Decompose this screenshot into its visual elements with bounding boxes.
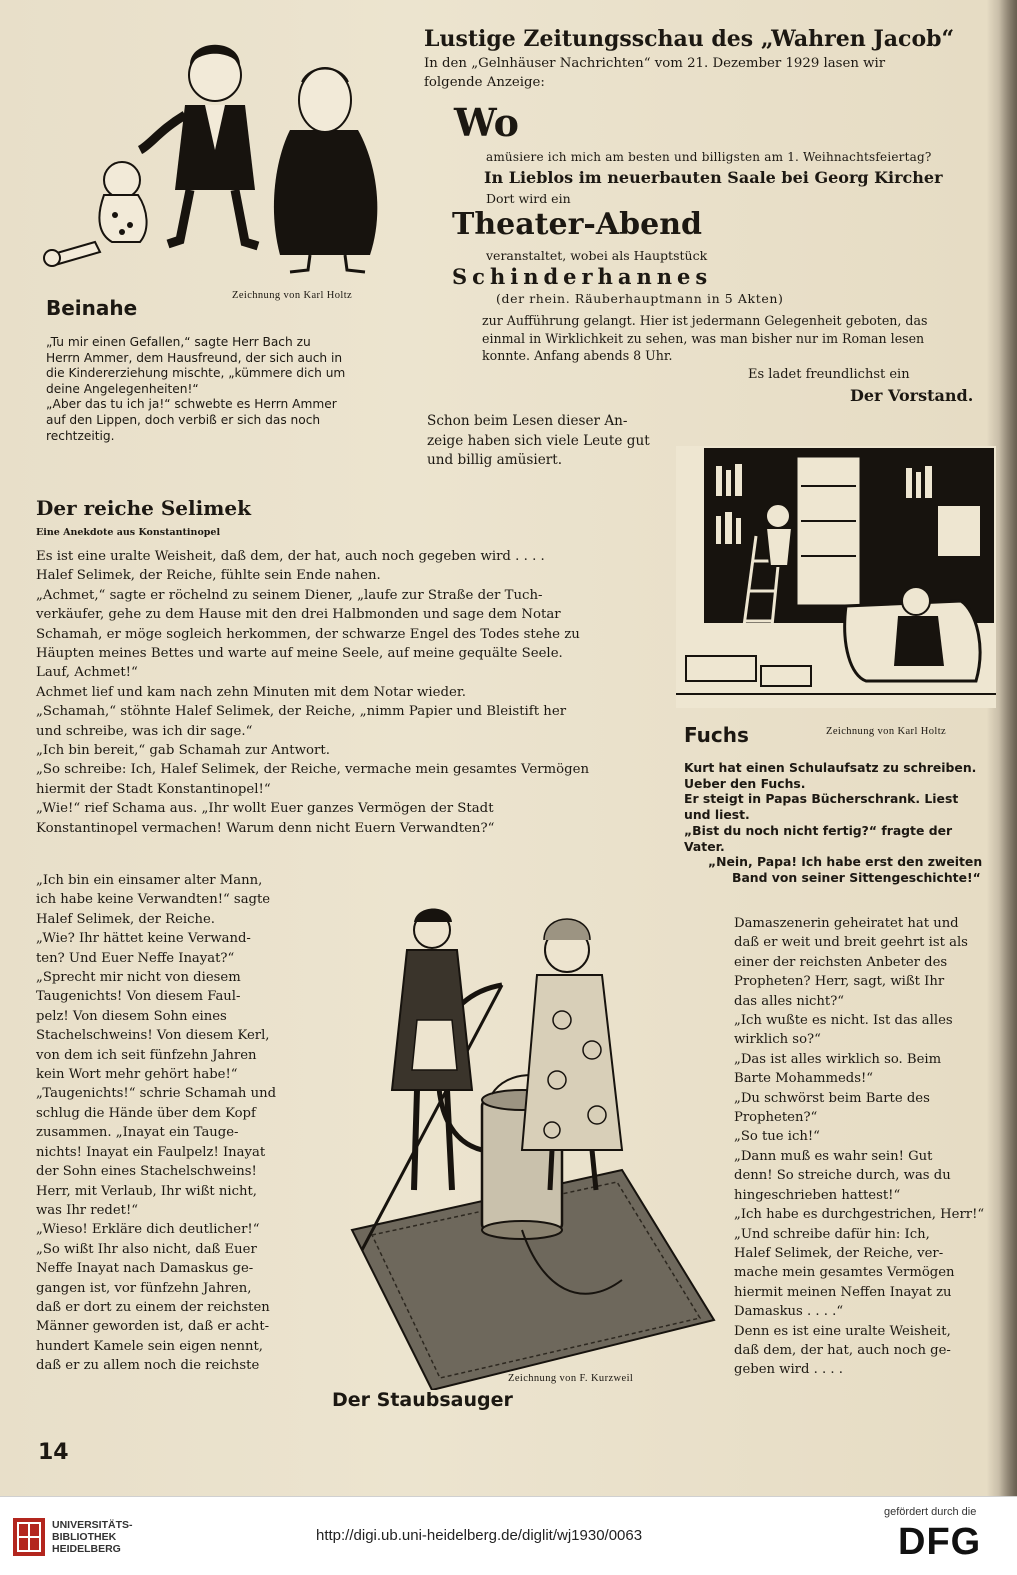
zeitungsschau-comment [427, 412, 650, 471]
beinahe-title: Beinahe [46, 296, 138, 320]
text-line: denn! So streiche durch, was du [734, 1168, 951, 1184]
ad-body-line: zur Aufführung gelangt. Hier ist jedermann Gelegenheit geboten, das [482, 313, 928, 328]
text-line: der Sohn eines Stachelschweins! [36, 1164, 257, 1180]
text-line: „Taugenichts!“ schrie Schamah und [36, 1086, 277, 1102]
text-line: kein Wort mehr gehört habe!“ [36, 1067, 238, 1083]
text-line: „Tu mir einen Gefallen,“ sagte Herr Bach zu [46, 335, 311, 349]
text-line: daß dem, der hat, auch noch ge- [734, 1342, 951, 1358]
ad-signature: Der Vorstand. [850, 386, 974, 405]
library-seal-icon [12, 1517, 46, 1557]
text-line: und liest. [684, 807, 750, 823]
text-line: „Wie!“ rief Schama aus. „Ihr wollt Euer ganzes Vermögen der Stadt [36, 801, 494, 817]
text-line: pelz! Von diesem Sohn eines [36, 1008, 227, 1024]
ad-body-line: konnte. Anfang abends 8 Uhr. [482, 348, 673, 363]
library-name-line: UNIVERSITÄTS- [52, 1519, 133, 1531]
text-line: auf den Lippen, doch verbiß er sich das noch [46, 412, 321, 427]
text-line: zusammen. „Inayat ein Tauge- [36, 1125, 239, 1141]
text-line: Halef Selimek, der Reiche. [36, 911, 215, 927]
text-line: Achmet lief und kam nach zehn Minuten mit dem Notar wieder. [36, 684, 466, 700]
ad-body [482, 312, 927, 365]
text-line: „Nein, Papa! Ich habe erst den zweiten [708, 854, 983, 870]
ad-wo: Wo [454, 100, 519, 145]
selimek-left-column [36, 871, 312, 1376]
footer-url-link[interactable]: http://digi.ub.uni-heidelberg.de/diglit/wj1930/0063 [316, 1527, 643, 1544]
text-line: „Und schreibe dafür hin: Ich, [734, 1226, 930, 1242]
funded-by-text: gefördert durch die [884, 1506, 977, 1518]
text-line: ich habe keine Verwandten!“ sagte [36, 892, 271, 908]
library-logo [12, 1517, 46, 1557]
ad-theater: Theater-Abend [452, 207, 702, 242]
page-number: 14 [38, 1440, 69, 1465]
fuchs-drawing [676, 446, 996, 708]
staubsauger-drawing [322, 890, 720, 1390]
text-line: Er steigt in Papas Bücherschrank. Liest [684, 791, 959, 807]
comment-line: zeige haben sich viele Leute gut [427, 432, 650, 449]
text-line: „Ich wußte es nicht. Ist das alles [734, 1013, 953, 1029]
text-line: „Du schwörst beim Barte des [734, 1090, 930, 1106]
ad-line2: In Lieblos im neuerbauten Saale bei Georg Kircher [484, 168, 943, 187]
text-line: „Wieso! Erkläre dich deutlicher!“ [36, 1222, 260, 1238]
text-line: Schamah, er möge sogleich herkommen, der schwarze Engel des Todes stehe zu [36, 626, 580, 642]
text-line: „So wißt Ihr also nicht, daß Euer [36, 1241, 257, 1257]
text-line: „Ich habe es durchgestrichen, Herr!“ [734, 1207, 985, 1223]
text-line: wirklich so?“ [734, 1032, 821, 1048]
dfg-logo: DFG [898, 1521, 982, 1563]
comment-line: Schon beim Lesen dieser An- [427, 413, 628, 429]
fuchs-credit: Zeichnung von Karl Holtz [826, 726, 947, 737]
text-line: Häupten meines Bettes und warte auf meine Seele, auf meine gequälte Seele. [36, 646, 563, 662]
text-line: rechtzeitig. [46, 428, 115, 443]
text-line: Denn es ist eine uralte Weisheit, [734, 1323, 951, 1339]
text-line: nichts! Inayat ein Faulpelz! Inayat [36, 1144, 266, 1160]
selimek-subtitle: Eine Anekdote aus Konstantinopel [36, 527, 221, 538]
text-line: „So tue ich!“ [734, 1129, 820, 1145]
text-line: hingeschrieben hattest!“ [734, 1187, 901, 1203]
selimek-right-column [734, 914, 996, 1380]
text-line: „So schreibe: Ich, Halef Selimek, der Reiche, vermache mein gesamtes Vermögen [36, 762, 590, 778]
text-line: „Ich bin bereit,“ gab Schamah zur Antwort. [36, 743, 330, 759]
library-name-line: HEIDELBERG [52, 1543, 121, 1555]
text-line: Kurt hat einen Schulaufsatz zu schreiben. [684, 760, 977, 775]
ad-line5: (der rhein. Räuberhauptmann in 5 Akten) [496, 291, 784, 306]
text-line: Lauf, Achmet!“ [36, 665, 138, 681]
selimek-wide-text [36, 547, 668, 838]
text-line: schlug die Hände über dem Kopf [36, 1105, 256, 1121]
text-line: Herrn Ammer, dem Hausfreund, der sich auch in [46, 350, 343, 365]
text-line: Propheten? Herr, sagt, wißt Ihr [734, 974, 945, 990]
text-line: hiermit meinen Neffen Inayat zu [734, 1284, 952, 1300]
illustration-fuchs [676, 446, 996, 708]
text-line: „Aber das tu ich ja!“ schwebte es Herrn Ammer [46, 397, 337, 412]
text-line: „Wie? Ihr hättet keine Verwand- [36, 931, 251, 947]
ad-schinderhannes: Schinderhannes [452, 264, 713, 289]
text-line: die Kindererziehung mischte, „kümmere dich um [46, 366, 346, 381]
beinahe-credit: Zeichnung von Karl Holtz [232, 290, 353, 301]
text-line: „Ich bin ein einsamer alter Mann, [36, 873, 263, 888]
text-line: von dem ich seit fünfzehn Jahren [36, 1047, 257, 1063]
selimek-title: Der reiche Selimek [36, 496, 251, 520]
text-line: „Bist du noch nicht fertig?“ fragte der Vater. [684, 822, 953, 854]
library-name [52, 1519, 133, 1555]
ad-line1: amüsiere ich mich am besten und billigsten am 1. Weihnachtsfeiertag? [486, 150, 932, 164]
text-line: Damaszenerin geheiratet hat und [734, 916, 959, 931]
text-line: „Das ist alles wirklich so. Beim [734, 1051, 942, 1067]
illustration-staubsauger [322, 890, 720, 1390]
text-line: Damaskus . . . .“ [734, 1304, 844, 1320]
text-line: Konstantinopel vermachen! Warum denn nicht Euern Verwandten?“ [36, 820, 495, 836]
zeitungsschau-title: Lustige Zeitungsschau des „Wahren Jacob“ [424, 26, 955, 52]
comment-line: und billig amüsiert. [427, 452, 563, 468]
text-line: hundert Kamele sein eigen nennt, [36, 1338, 263, 1354]
text-line: Barte Mohammeds!“ [734, 1071, 874, 1087]
zeitungsschau-intro-2: folgende Anzeige: [424, 75, 545, 90]
text-line: mache mein gesamtes Vermögen [734, 1265, 955, 1281]
text-line: Propheten?“ [734, 1110, 818, 1126]
text-line: geben wird . . . . [734, 1362, 843, 1378]
staubsauger-credit: Zeichnung von F. Kurzweil [508, 1373, 634, 1384]
text-line: Halef Selimek, der Reiche, ver- [734, 1245, 944, 1261]
ad-body-line: einmal in Wirklichkeit zu sehen, was man bisher nur im Roman lesen [482, 330, 925, 346]
library-name-line: BIBLIOTHEK [52, 1531, 117, 1543]
text-line: was Ihr redet!“ [36, 1202, 139, 1218]
text-line: „Dann muß es wahr sein! Gut [734, 1148, 933, 1164]
fuchs-text [684, 760, 996, 886]
text-line: Stachelschweins! Von diesem Kerl, [36, 1028, 270, 1044]
ad-line4: veranstaltet, wobei als Hauptstück [486, 248, 708, 263]
text-line: „Achmet,“ sagte er röchelnd zu seinem Diener, „laufe zur Straße der Tuch- [36, 587, 543, 603]
footer [0, 1496, 1017, 1575]
text-line: ten? Und Euer Neffe Inayat?“ [36, 950, 235, 966]
text-line: Neffe Inayat nach Damaskus ge- [36, 1261, 254, 1277]
text-line: das alles nicht?“ [734, 993, 845, 1009]
text-line: Es ist eine uralte Weisheit, daß dem, der hat, auch noch gegeben wird . . . . [36, 549, 545, 564]
illustration-beinahe [40, 20, 410, 290]
beinahe-drawing [40, 20, 410, 290]
text-line: „Schamah,“ stöhnte Halef Selimek, der Reiche, „nimm Papier und Bleistift her [36, 704, 567, 720]
staubsauger-title: Der Staubsauger [332, 1389, 513, 1411]
text-line: daß er weit und breit geehrt ist als [734, 935, 968, 951]
text-line: hiermit der Stadt Konstantinopel!“ [36, 781, 271, 797]
text-line: „Sprecht mir nicht von diesem [36, 970, 241, 986]
text-line: deine Angelegenheiten!“ [46, 381, 199, 396]
zeitungsschau-intro-1: In den „Gelnhäuser Nachrichten“ vom 21. Dezember 1929 lasen wir [424, 56, 886, 71]
text-line: Herr, mit Verlaub, Ihr wißt nicht, [36, 1183, 257, 1199]
text-line: einer der reichsten Anbeter des [734, 954, 948, 970]
beinahe-text [46, 335, 404, 444]
text-line: gangen ist, vor fünfzehn Jahren, [36, 1280, 252, 1296]
text-line: Halef Selimek, der Reiche, fühlte sein Ende nahen. [36, 568, 381, 584]
text-line: daß er zu allem noch die reichste [36, 1358, 260, 1374]
text-line: daß er dort zu einem der reichsten [36, 1299, 270, 1315]
text-line: und schreibe, was ich dir sage.“ [36, 723, 253, 739]
ad-invite: Es ladet freundlichst ein [748, 367, 910, 382]
text-line: Taugenichts! Von diesem Faul- [36, 989, 241, 1005]
ad-line3: Dort wird ein [486, 191, 571, 206]
text-line: verkäufer, gehe zu dem Hause mit den drei Halbmonden und sage dem Notar [36, 607, 561, 623]
text-line: Band von seiner Sittengeschichte!“ [732, 869, 981, 885]
fuchs-title: Fuchs [684, 723, 749, 747]
text-line: Ueber den Fuchs. [684, 775, 806, 791]
text-line: Männer geworden ist, daß er acht- [36, 1319, 270, 1335]
